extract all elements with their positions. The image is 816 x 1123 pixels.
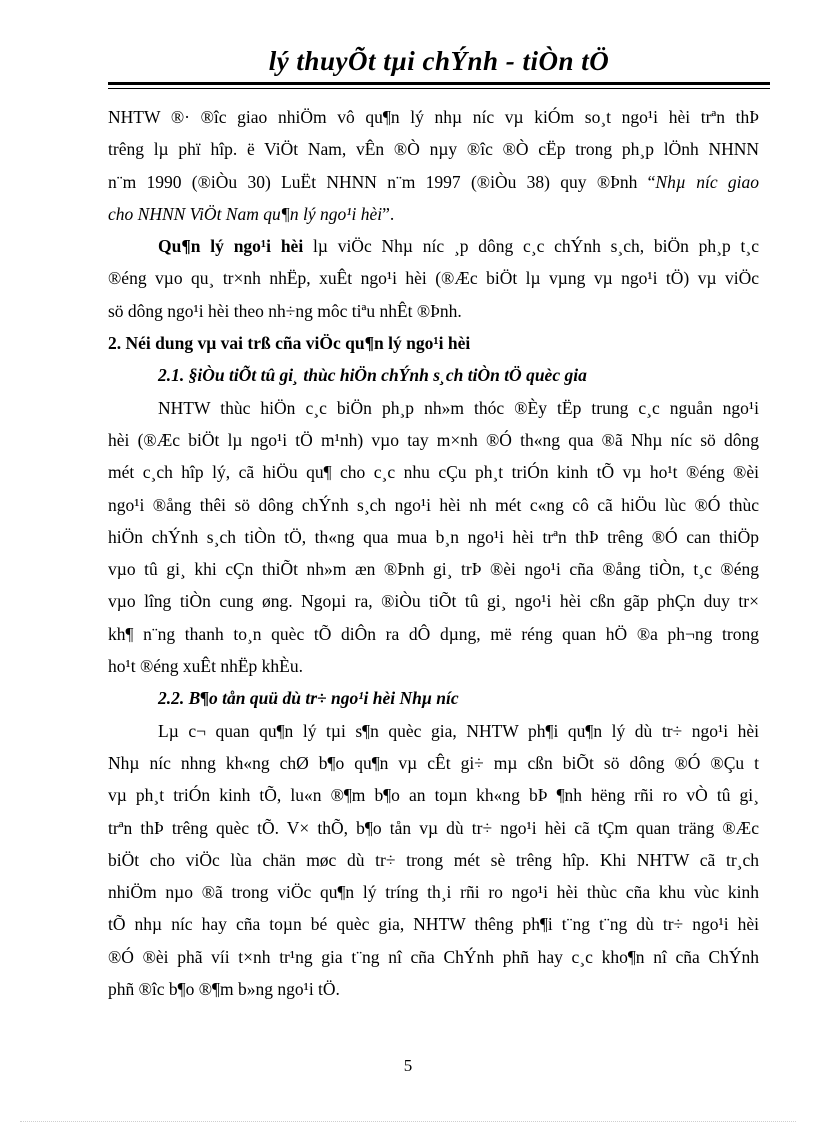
- document-body: [108, 101, 759, 1005]
- page-bottom-border: [20, 1121, 796, 1122]
- paragraph-line: vµ ph¸t triÓn kinh tÕ, lu«n ®¶m b¶o an toµn kh«ng bÞ ¶nh hëng rñi ro vÒ tû gi¸: [108, 785, 759, 806]
- paragraph-line: NHTW thùc hiÖn c¸c biÖn ph¸p nh»m thóc ®Èy tËp trung c¸c nguån ngo¹i: [158, 397, 759, 418]
- page-header-title: lý thuyÕt tµi chÝnh - tiÒn tÖ: [268, 46, 610, 76]
- line-italic-text: cho NHNN ViÖt Nam qu¶n lý ngo¹i hèi: [108, 203, 383, 224]
- line-text: lµ viÖc Nhµ níc ¸p dông c¸c chÝnh s¸ch, biÖn ph¸p t¸c: [303, 236, 759, 257]
- paragraph-line: Lµ c¬ quan qu¶n lý tµi s¶n quèc gia, NHTW ph¶i qu¶n lý dù tr÷ ngo¹i hèi: [158, 720, 759, 741]
- paragraph-line: ho¹t ®éng xuÊt nhËp khÈu.: [108, 656, 303, 677]
- paragraph-line: ®Ó ®èi phã víi t×nh tr¹ng gia t¨ng nî cña ChÝnh phñ hay c¸c kho¶n nî cña ChÝnh: [108, 946, 759, 967]
- paragraph-line: [108, 166, 759, 198]
- subsection-heading: 2.1. §iÒu tiÕt tû gi¸ thùc hiÖn chÝnh s¸ch tiÒn tÖ quèc gia: [158, 365, 587, 386]
- header-rule-thin: [108, 88, 770, 89]
- paragraph-line: vµo lîng tiÒn cung øng. Ngoµi ra, ®iÒu tiÕt tû gi¸ ngo¹i hèi cßn gãp phÇn duy tr×: [108, 591, 759, 612]
- section-heading: 2. Néi dung vµ vai trß cña viÖc qu¶n lý ngo¹i hèi: [108, 333, 471, 354]
- paragraph-line: sö dông ngo¹i hèi theo nh÷ng môc tiªu nhÊt ®Þnh.: [108, 300, 462, 321]
- paragraph-line: vµo tû gi¸ khi cÇn thiÕt nh»m æn ®Þnh gi¸ trÞ ®èi ngo¹i cña ®ång tiÒn, t¸c ®éng: [108, 559, 759, 580]
- paragraph-line: mét c¸ch hîp lý, cã hiÖu qu¶ cho c¸c nhu cÇu ph¸t triÓn kinh tÕ vµ ho¹t ®éng ®èi: [108, 462, 759, 483]
- paragraph-line: hiÖn chÝnh s¸ch tiÒn tÖ, th«ng qua mua b¸n ngo¹i hèi trªn thÞ trêng ®Ó can thiÖp: [108, 526, 759, 547]
- paragraph-line: [108, 198, 759, 230]
- paragraph-line: phñ ®îc b¶o ®¶m b»ng ngo¹i tÖ.: [108, 979, 340, 1000]
- paragraph-line: biÖt cho viÖc lùa chän møc dù tr÷ trong mét sè trêng hîp. Khi NHTW cã tr¸ch: [108, 849, 759, 870]
- header-rule-thick: [108, 82, 770, 85]
- paragraph-line: ngo¹i ®ång thêi sö dông chÝnh s¸ch ngo¹i hèi nh mét c«ng cô cã hiÖu lùc ®Ó thùc: [108, 494, 759, 515]
- paragraph-line: nhiÖm nµo ®ã trong viÖc qu¶n lý tríng th¸i rñi ro ngo¹i hèi thùc cña khu vùc kinh: [108, 882, 759, 903]
- paragraph-line: tÕ nhµ níc hay cña toµn bé quèc gia, NHTW thêng ph¶i t¨ng t¨ng dù tr÷ ngo¹i hèi: [108, 914, 759, 935]
- paragraph-line: NHTW ®· ®îc giao nhiÖm vô qu¶n lý nhµ níc vµ kiÓm so¸t ngo¹i hèi trªn thÞ: [108, 107, 759, 127]
- paragraph-line: hèi (®Æc biÖt lµ ngo¹i tÖ m¹nh) vµo tay m×nh ®Ó th«ng qua ®ã Nhµ níc sö dông: [108, 429, 759, 450]
- paragraph-line: ®éng vµo qu¸ tr×nh nhËp, xuÊt ngo¹i hèi (®Æc biÖt lµ vµng vµ ngo¹i tÖ) vµ viÖc: [108, 268, 759, 289]
- paragraph-line: trêng lµ phï hîp. ë ViÖt Nam, vÊn ®Ò nµy ®îc ®Ò cËp trong ph¸p lÖnh NHNN: [108, 139, 759, 160]
- line-italic-text: Nhµ níc giao: [655, 171, 759, 192]
- line-text: n¨m 1990 (®iÒu 30) LuËt NHNN n¨m 1997 (®iÒu 38) quy ®Þnh “: [108, 171, 656, 192]
- subsection-heading: 2.2. B¶o tån quü dù tr÷ ngo¹i hèi Nhµ níc: [158, 688, 459, 709]
- page-number: 5: [403, 1056, 413, 1075]
- line-text: ”.: [382, 203, 395, 224]
- paragraph-line: Nhµ níc nhng kh«ng chØ b¶o qu¶n vµ cÊt gi÷ mµ cßn biÕt sö dông ®Ó ®Çu t: [108, 752, 759, 773]
- paragraph-line: [108, 230, 759, 262]
- paragraph-line: kh¶ n¨ng thanh to¸n quèc tÕ diÔn ra dÔ dµng, më réng quan hÖ ®a ph¬ng trong: [108, 623, 759, 644]
- term-bold: Qu¶n lý ngo¹i hèi: [158, 236, 304, 257]
- paragraph-line: trªn thÞ trêng quèc tÕ. V× thÕ, b¶o tån vµ dù tr÷ ngo¹i hèi cã tÇm quan träng ®Æc: [108, 817, 759, 838]
